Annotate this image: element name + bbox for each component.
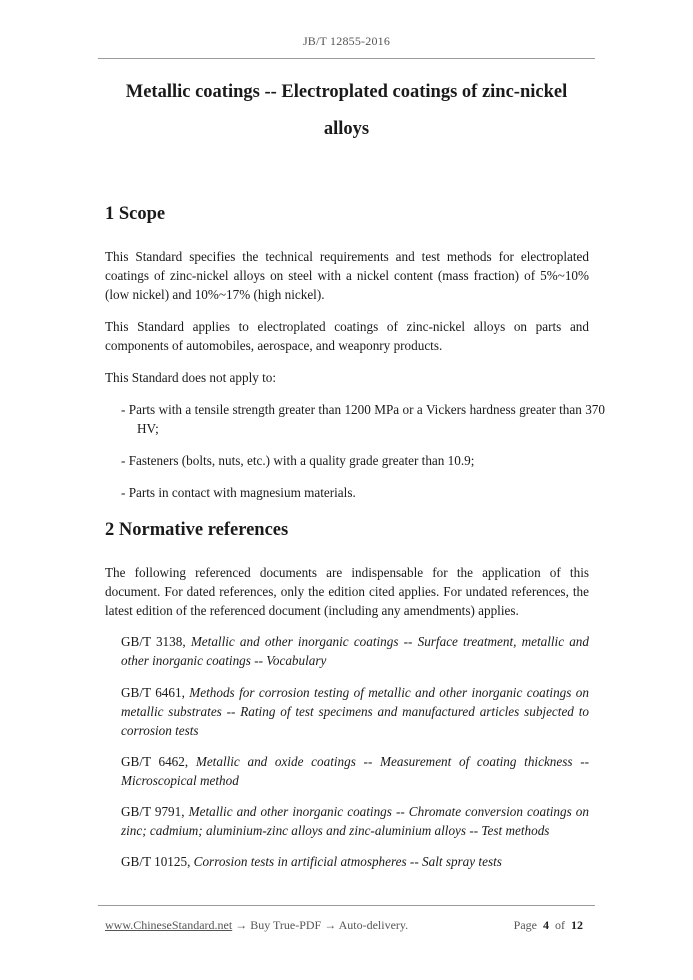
page-total: 12 xyxy=(571,918,583,932)
footer-site-link[interactable]: www.ChineseStandard.net xyxy=(105,918,233,932)
page-indicator xyxy=(514,918,583,933)
document-title-line-1: Metallic coatings -- Electroplated coatings of zinc-nickel xyxy=(125,82,568,102)
header-standard-code: JB/T 12855-2016 xyxy=(302,34,391,48)
page-word: Page xyxy=(513,918,537,932)
section-heading-normative-references: 2 Normative references xyxy=(105,520,289,540)
arrow-right-icon: → xyxy=(321,918,339,932)
reference-code: GB/T 3138, xyxy=(121,634,191,649)
arrow-right-icon: → xyxy=(232,918,251,932)
reference-title: Metallic and oxide coatings -- Measurement of coating thickness -- Microscopical method xyxy=(121,754,589,788)
of-word: of xyxy=(555,918,565,932)
reference-item xyxy=(121,802,589,840)
section-heading-scope: 1 Scope xyxy=(105,204,166,224)
scope-paragraph-1: This Standard specifies the technical requirements and test methods for electroplated coatings of zinc-nickel alloys on steel with a nickel content (mass fraction) of 5%~10% (low nickel) and 10%~17% (high nickel). xyxy=(105,249,589,302)
reference-item xyxy=(121,632,589,670)
header-rule xyxy=(98,58,595,59)
scope-exclusion-item: - Parts in contact with magnesium materials. xyxy=(121,485,356,500)
reference-title: Methods for corrosion testing of metallic and other inorganic coatings on metallic substrates -- Rating of test specimens and manufactured articles subjected to corrosion tests xyxy=(121,685,589,738)
footer-rule xyxy=(98,905,595,906)
footer-buy-link[interactable]: Buy True-PDF xyxy=(250,918,322,932)
reference-title: Metallic and other inorganic coatings -- Chromate conversion coatings on zinc; cadmium; aluminium-zinc alloys and zinc-aluminium alloys -- Test methods xyxy=(121,804,589,838)
document-title-line-2: alloys xyxy=(323,119,370,139)
reference-code: GB/T 9791, xyxy=(121,804,189,819)
reference-code: GB/T 10125, xyxy=(121,854,194,869)
reference-code: GB/T 6462, xyxy=(121,754,196,769)
reference-title: Metallic and other inorganic coatings -- Surface treatment, metallic and other inorganic coatings -- Vocabulary xyxy=(121,634,589,668)
reference-title: Corrosion tests in artificial atmospheres -- Salt spray tests xyxy=(193,854,502,869)
scope-paragraph-3: This Standard does not apply to: xyxy=(105,370,277,385)
footer-delivery-text: Auto-delivery. xyxy=(338,918,409,932)
scope-paragraph-2: This Standard applies to electroplated coatings of zinc-nickel alloys on parts and components of automobiles, aerospace, and weaponry products. xyxy=(105,319,589,353)
normative-intro-paragraph: The following referenced documents are indispensable for the application of this document. For dated references, only the edition cited applies. For undated references, the latest edition of the referenced document (including any amendments) applies. xyxy=(105,565,589,618)
footer-left xyxy=(105,918,408,933)
scope-exclusion-item: - Parts with a tensile strength greater than 1200 MPa or a Vickers hardness greater than 370 HV; xyxy=(121,402,605,436)
reference-item xyxy=(121,852,589,871)
page-number: 4 xyxy=(543,918,549,932)
reference-code: GB/T 6461, xyxy=(121,685,190,700)
scope-exclusion-item: - Fasteners (bolts, nuts, etc.) with a quality grade greater than 10.9; xyxy=(121,453,475,468)
reference-item xyxy=(121,752,589,790)
reference-item xyxy=(121,683,589,740)
